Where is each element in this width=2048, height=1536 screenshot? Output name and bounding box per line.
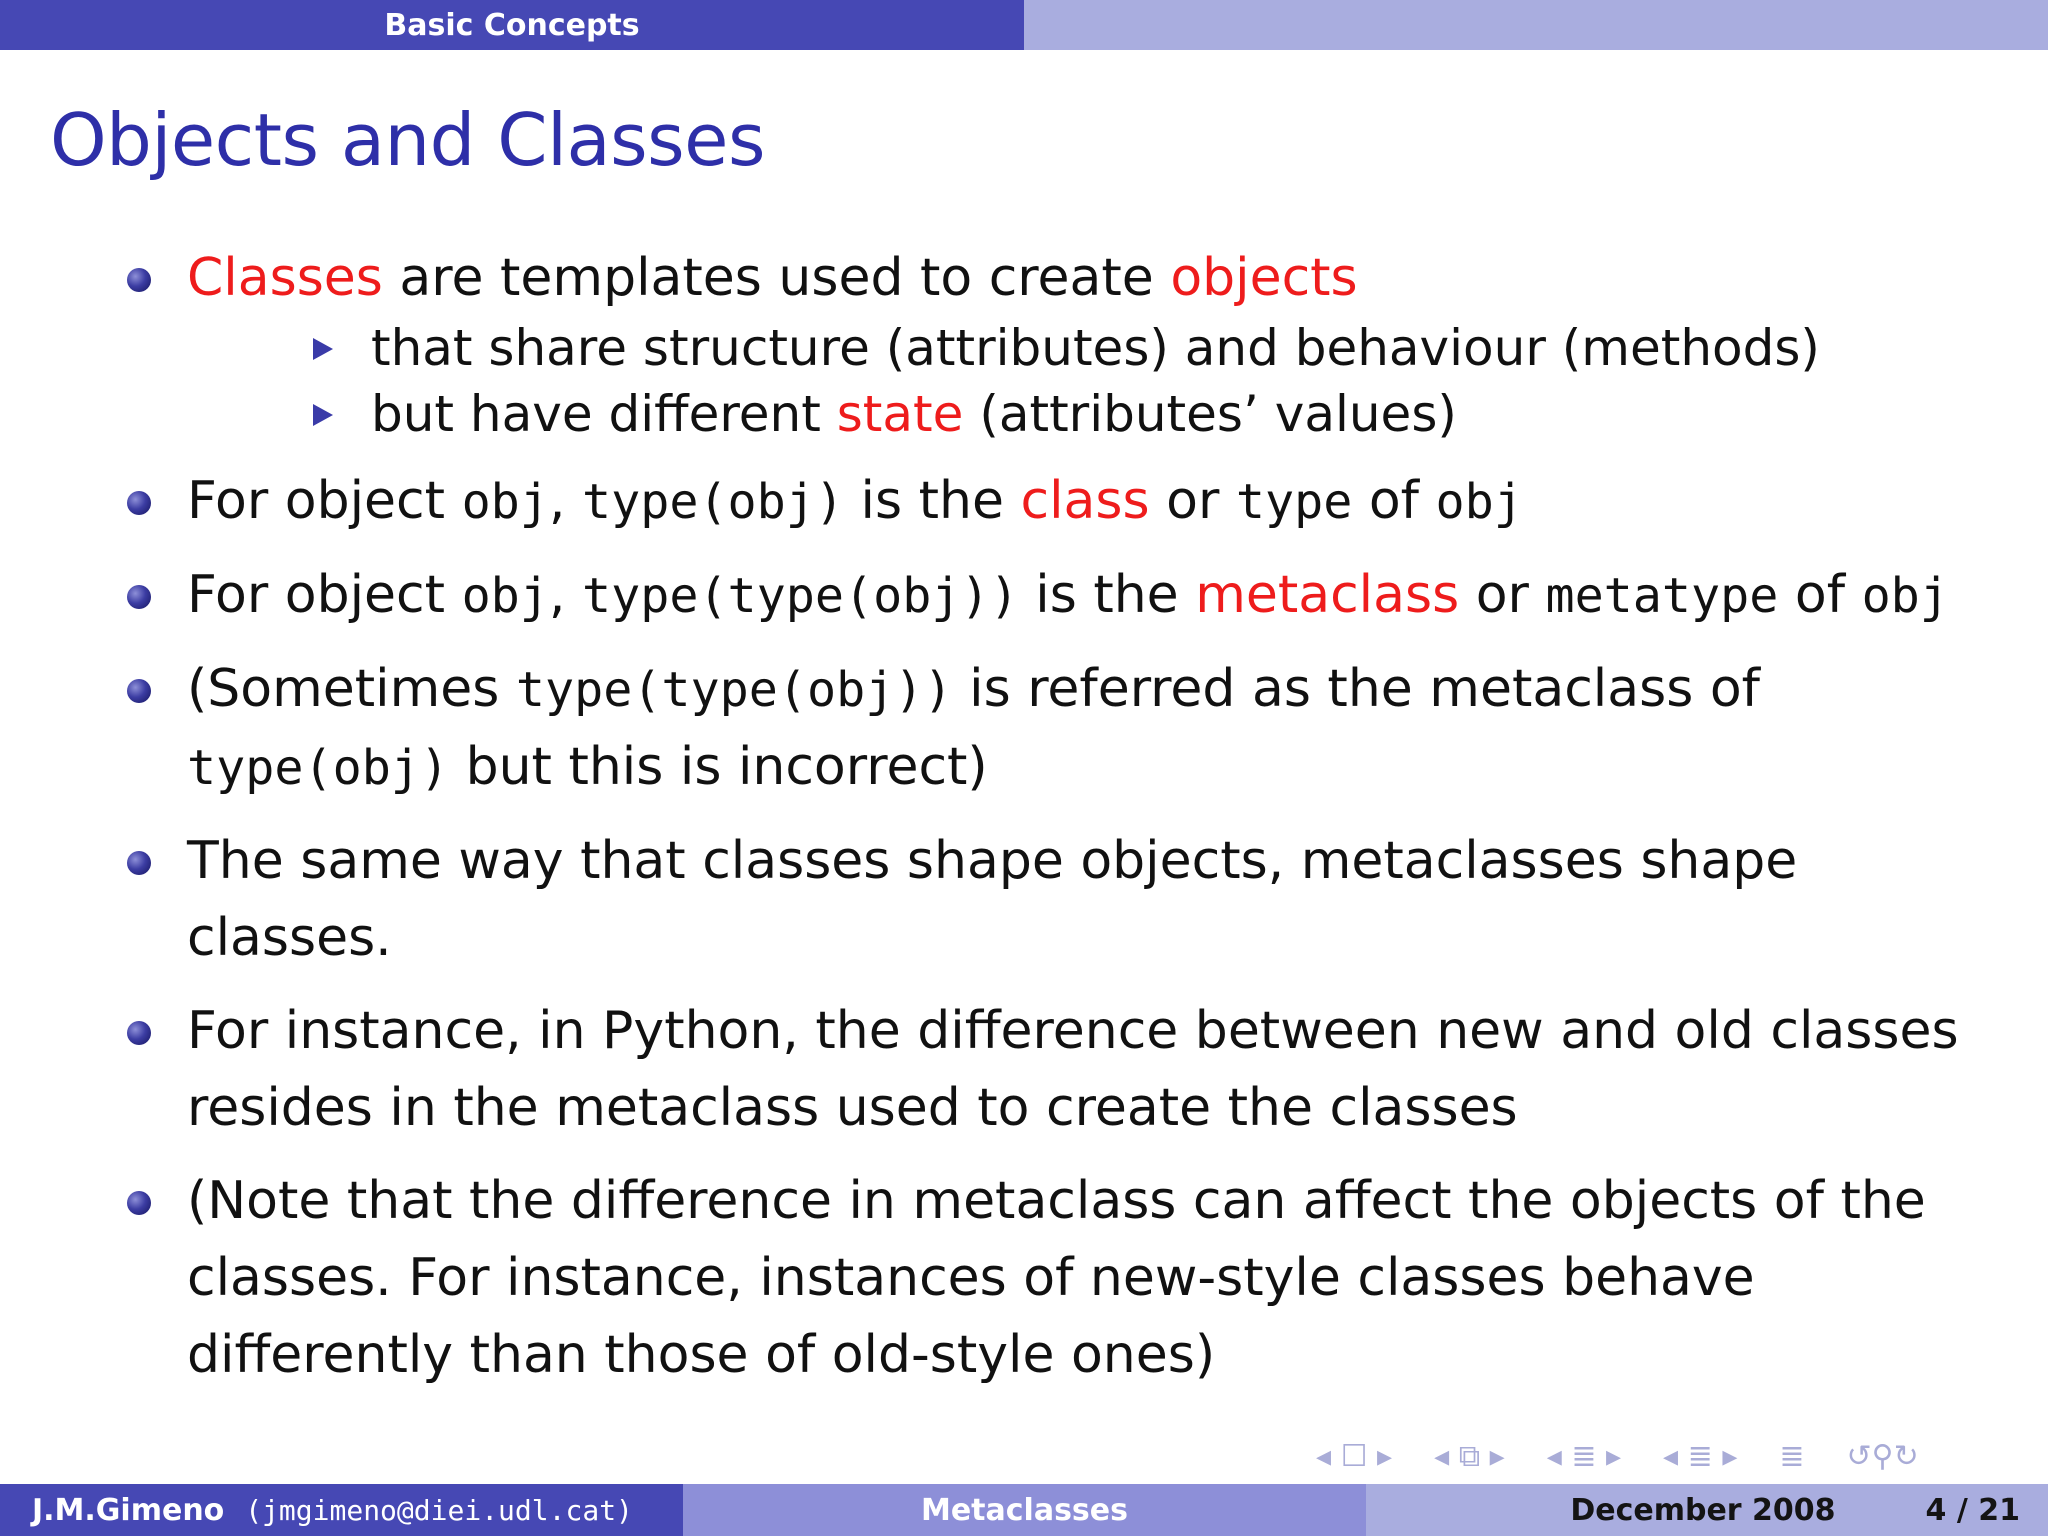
text: of (1352, 471, 1436, 531)
header-section-label: Basic Concepts (384, 7, 640, 43)
code: obj (461, 568, 549, 624)
text: is the (1018, 565, 1196, 625)
text: is referred as the metaclass of (952, 659, 1760, 719)
sub-list (187, 315, 2004, 447)
bullet-item (124, 651, 2004, 807)
nav-document-icon[interactable]: ◂ ≣ ▸ (1663, 1438, 1738, 1474)
bullet-icon (127, 851, 151, 875)
code: type(obj) (581, 474, 845, 530)
nav-search-icon[interactable]: ↺⚲↻ (1846, 1438, 1919, 1474)
code: obj (461, 474, 549, 530)
talk-date: December 2008 (1570, 1492, 1836, 1528)
footer-date-page (1366, 1484, 2048, 1536)
text: (Sometimes (187, 659, 516, 719)
text: but have different (371, 385, 837, 443)
text: or (1149, 471, 1236, 531)
author-name: J.M.Gimeno (32, 1492, 225, 1528)
sub-item (187, 315, 2004, 381)
text: is the (844, 471, 1021, 531)
text: , (548, 565, 582, 625)
code: type(obj) (187, 740, 450, 796)
nav-frame-icon[interactable]: ◂ ☐ ▸ (1316, 1438, 1393, 1474)
frame-title: Objects and Classes (50, 98, 765, 182)
bullet-icon (127, 268, 151, 292)
text: For object (187, 471, 462, 531)
keyword-class: class (1020, 471, 1150, 531)
talk-title: Metaclasses (920, 1492, 1128, 1528)
bullet-text: (Note that the difference in metaclass can affect the objects of the classes. For instance, instances of new-style classes behave differently than those of old-style ones) (187, 1171, 1926, 1385)
bullet-item (124, 463, 2004, 541)
code: type(type(obj)) (581, 568, 1019, 624)
triangle-bullet-icon (313, 338, 333, 360)
bullet-item (124, 240, 2004, 447)
nav-subsection-icon[interactable]: ◂ ⧉ ▸ (1434, 1438, 1505, 1474)
bullet-text: are templates used to create (382, 248, 1171, 308)
code: metatype (1545, 568, 1779, 624)
bullet-text: For instance, in Python, the difference between new and old classes resides in the metaclass used to create the classes (187, 1001, 1959, 1138)
code: obj (1861, 568, 1949, 624)
sub-item (187, 381, 2004, 447)
bullet-item (124, 823, 2004, 977)
bullet-icon (127, 585, 151, 609)
nav-section-icon[interactable]: ◂ ≣ ▸ (1546, 1438, 1622, 1474)
footer-title (683, 1484, 1366, 1536)
bullet-icon (127, 491, 151, 515)
author-email: (jmgimeno@diei.udl.cat) (245, 1493, 633, 1527)
keyword-classes: Classes (187, 248, 383, 308)
bullet-icon (127, 1191, 151, 1215)
bullet-icon (127, 1021, 151, 1045)
bullet-item (124, 993, 2004, 1147)
footer-bar (0, 1484, 2048, 1536)
navigation-symbols (1316, 1436, 2036, 1476)
sub-item-text: that share structure (attributes) and behaviour (methods) (371, 319, 1820, 377)
slide-content (124, 240, 2004, 1410)
sub-item-text (371, 381, 1457, 447)
bullet-icon (127, 679, 151, 703)
triangle-bullet-icon (313, 404, 333, 426)
keyword-objects: objects (1170, 248, 1358, 308)
code: obj (1435, 474, 1523, 530)
header-section-link[interactable] (0, 0, 1024, 50)
code: type(type(obj)) (515, 662, 953, 718)
keyword-state: state (836, 385, 964, 443)
page-number: 4 / 21 (1925, 1492, 2020, 1528)
text: but this is incorrect) (449, 737, 988, 797)
text: , (548, 471, 582, 531)
footer-author (0, 1484, 683, 1536)
text: For object (187, 565, 462, 625)
bullet-item (124, 557, 2004, 635)
keyword-metaclass: metaclass (1195, 565, 1460, 625)
bullet-item (124, 1163, 2004, 1394)
text: or (1459, 565, 1546, 625)
code: type (1235, 474, 1353, 530)
text: of (1778, 565, 1862, 625)
header-bar (0, 0, 2048, 50)
bullet-text: The same way that classes shape objects, metaclasses shape classes. (187, 831, 1798, 968)
text: (attributes’ values) (963, 385, 1457, 443)
nav-toc-icon[interactable]: ≣ (1779, 1438, 1805, 1474)
